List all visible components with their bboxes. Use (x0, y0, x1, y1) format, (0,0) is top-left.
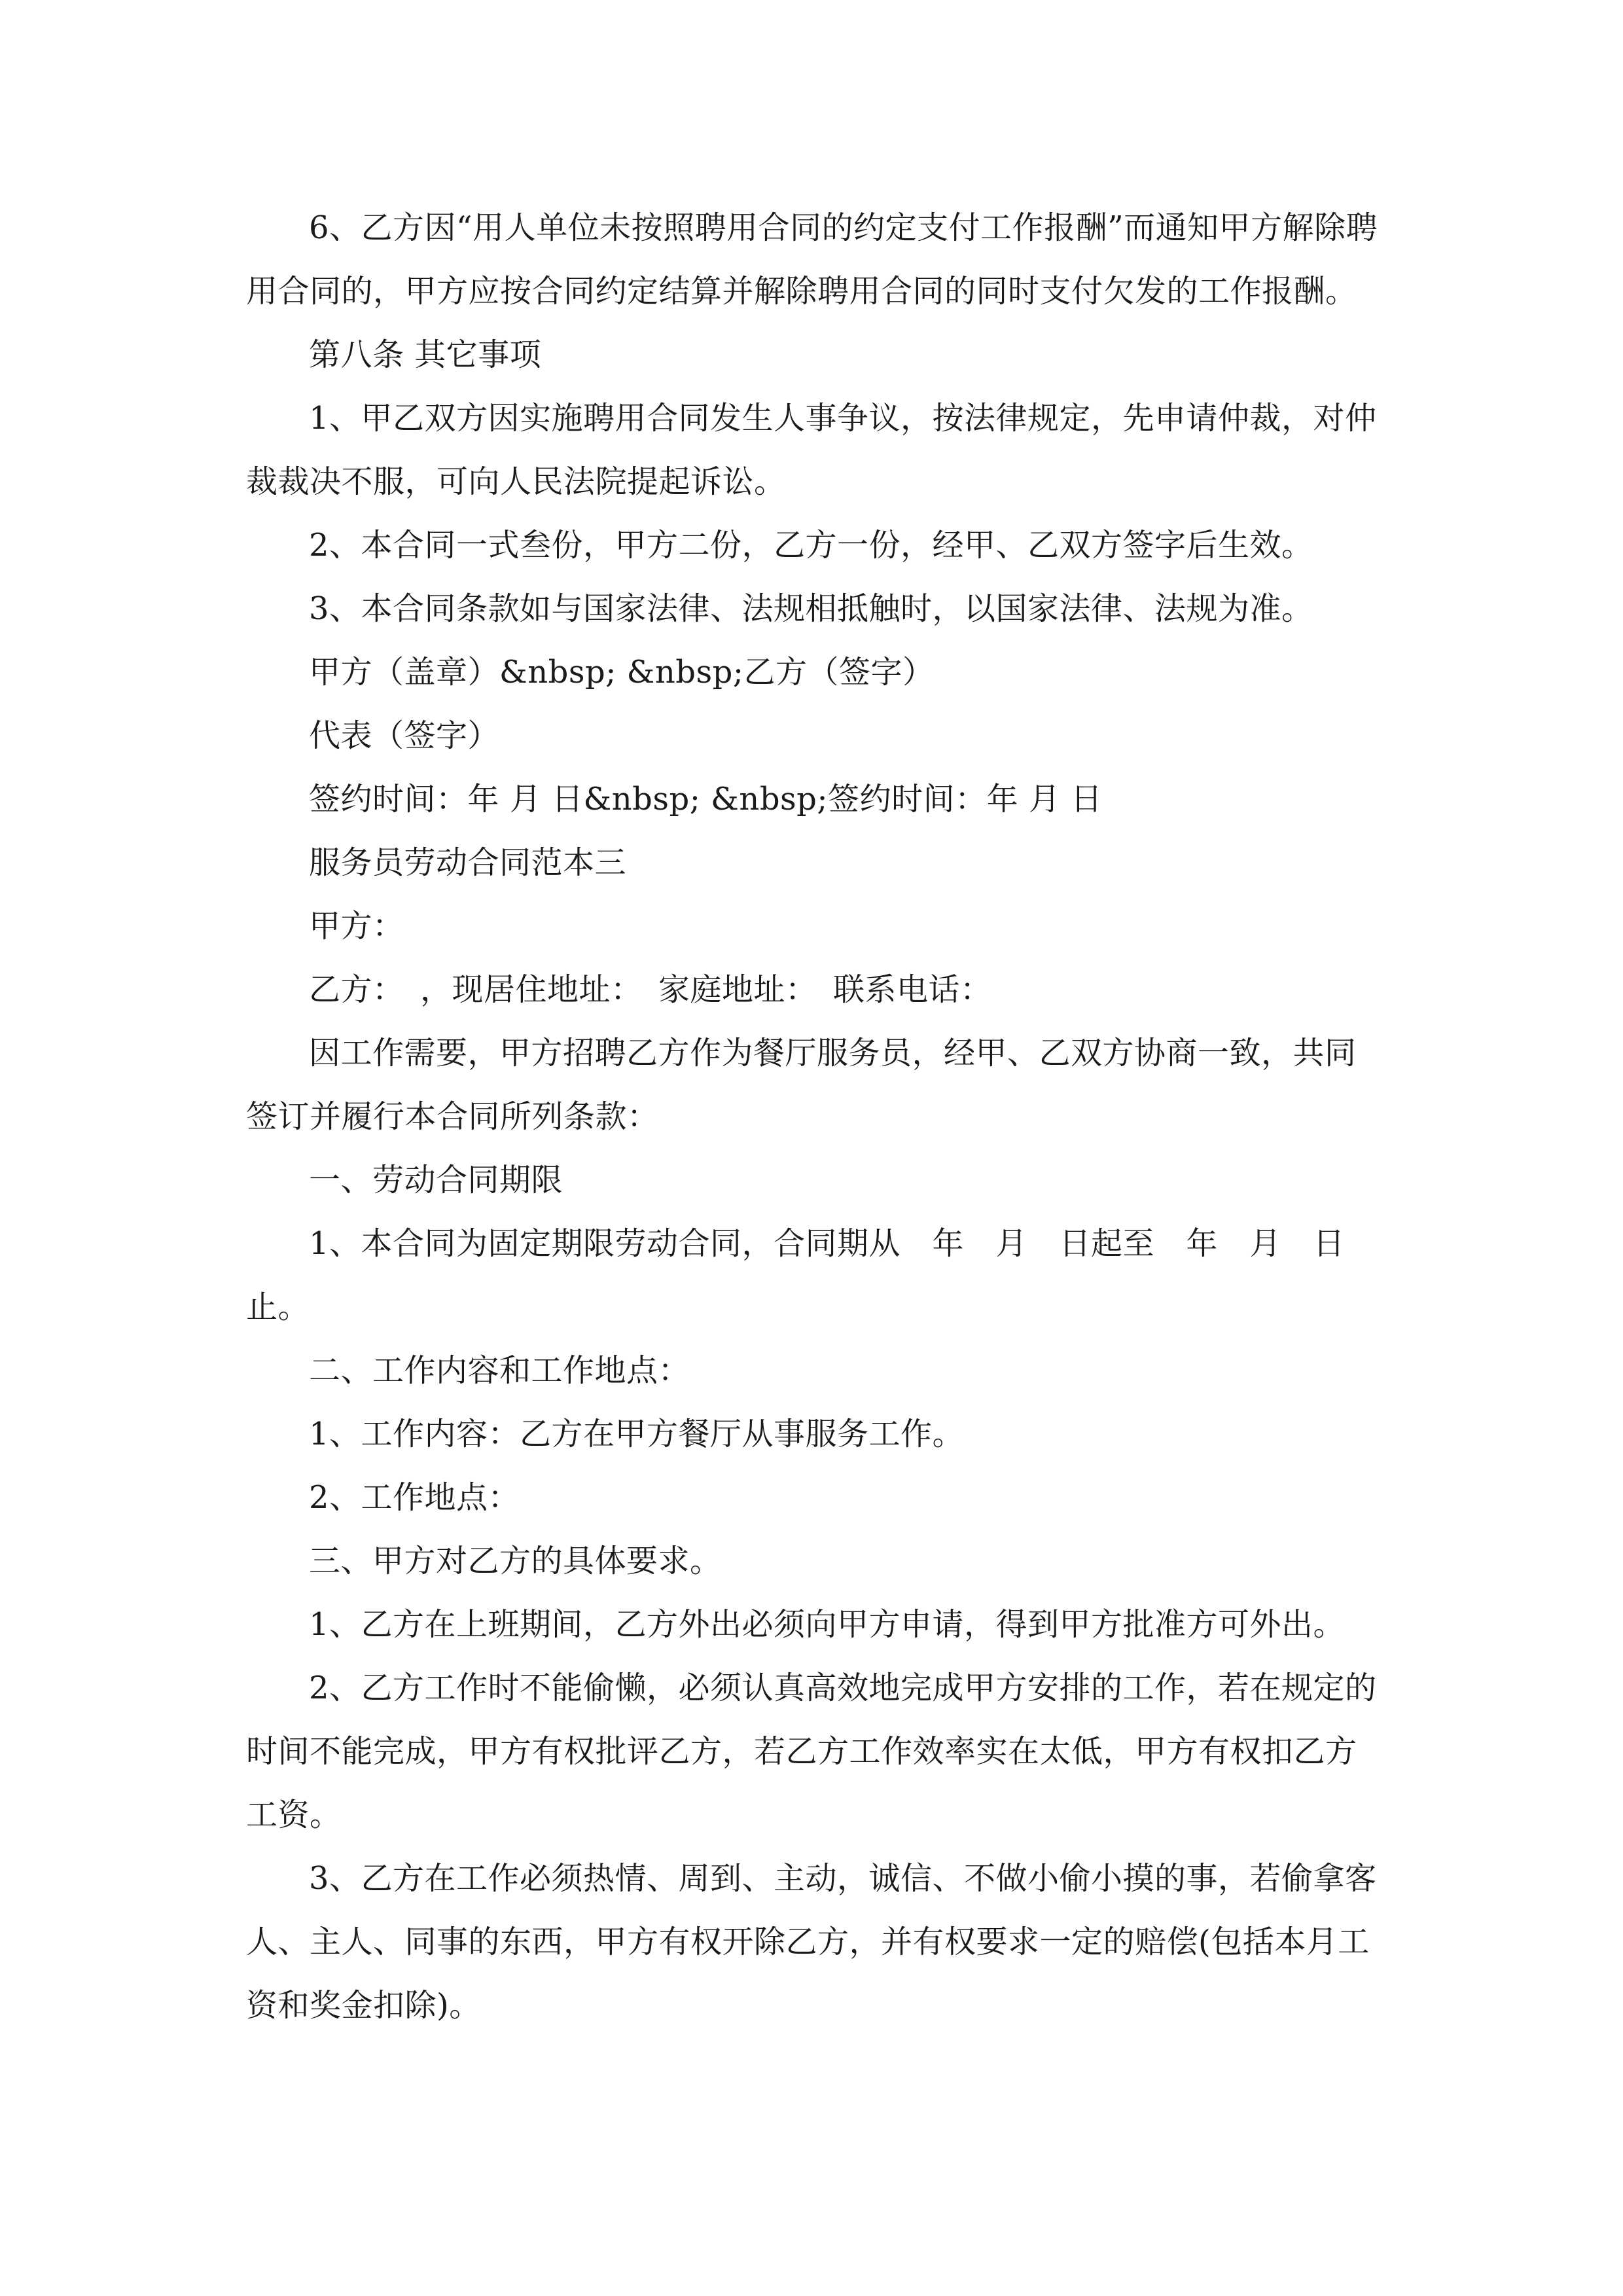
document-body (246, 196, 1378, 2037)
party-b-line: 乙方： ，现居住地址： 家庭地址： 联系电话： (309, 971, 992, 1008)
section-heading-work-content: 二、工作内容和工作地点： (309, 1352, 690, 1389)
paragraph-requirement-3: 3、乙方在工作必须热情、周到、主动，诚信、不做小偷小摸的事，若偷拿客人、主人、同事的东西，甲方有权开除乙方，并有权要求一定的赔偿(包括本月工资和奖金扣除)。 (246, 1860, 1377, 2024)
paragraph-clause-6: 6、乙方因“用人单位未按照聘用合同的约定支付工作报酬”而通知甲方解除聘用合同的，甲方应按合同约定结算并解除聘用合同的同时支付欠发的工作报酬。 (246, 209, 1378, 310)
paragraph-work-content: 1、工作内容：乙方在甲方餐厅从事服务工作。 (309, 1416, 965, 1452)
paragraph-legal-conflict: 3、本合同条款如与国家法律、法规相抵触时，以国家法律、法规为准。 (309, 590, 1313, 627)
signature-line-representative: 代表（签字） (309, 717, 500, 754)
paragraph-preamble: 因工作需要，甲方招聘乙方作为餐厅服务员，经甲、乙双方协商一致，共同签订并履行本合同所列条款： (246, 1035, 1357, 1135)
section-heading-contract-term: 一、劳动合同期限 (309, 1162, 563, 1198)
paragraph-requirement-2: 2、乙方工作时不能偷懒，必须认真高效地完成甲方安排的工作，若在规定的时间不能完成，甲方有权批评乙方，若乙方工作效率实在太低，甲方有权扣乙方工资。 (246, 1670, 1377, 1833)
section-heading-article-8: 第八条 其它事项 (309, 336, 542, 373)
document-title-sample-three: 服务员劳动合同范本三 (309, 844, 627, 881)
signature-date-line: 签约时间：年 月 日&nbsp; &nbsp;签约时间：年 月 日 (309, 781, 1103, 817)
paragraph-requirement-1: 1、乙方在上班期间，乙方外出必须向甲方申请，得到甲方批准方可外出。 (309, 1606, 1346, 1643)
section-heading-requirements: 三、甲方对乙方的具体要求。 (309, 1543, 722, 1579)
paragraph-work-location: 2、工作地点： (309, 1479, 520, 1516)
paragraph-dispute-resolution: 1、甲乙双方因实施聘用合同发生人事争议，按法律规定，先申请仲裁，对仲裁裁决不服，可向人民法院提起诉讼。 (246, 400, 1377, 500)
signature-line-parties: 甲方（盖章）&nbsp; &nbsp;乙方（签字） (309, 654, 935, 691)
paragraph-copies: 2、本合同一式叁份，甲方二份，乙方一份，经甲、乙双方签字后生效。 (309, 527, 1313, 564)
paragraph-contract-term: 1、本合同为固定期限劳动合同，合同期从 年 月 日起至 年 月 日止。 (246, 1225, 1346, 1325)
party-a-line: 甲方： (309, 908, 404, 944)
